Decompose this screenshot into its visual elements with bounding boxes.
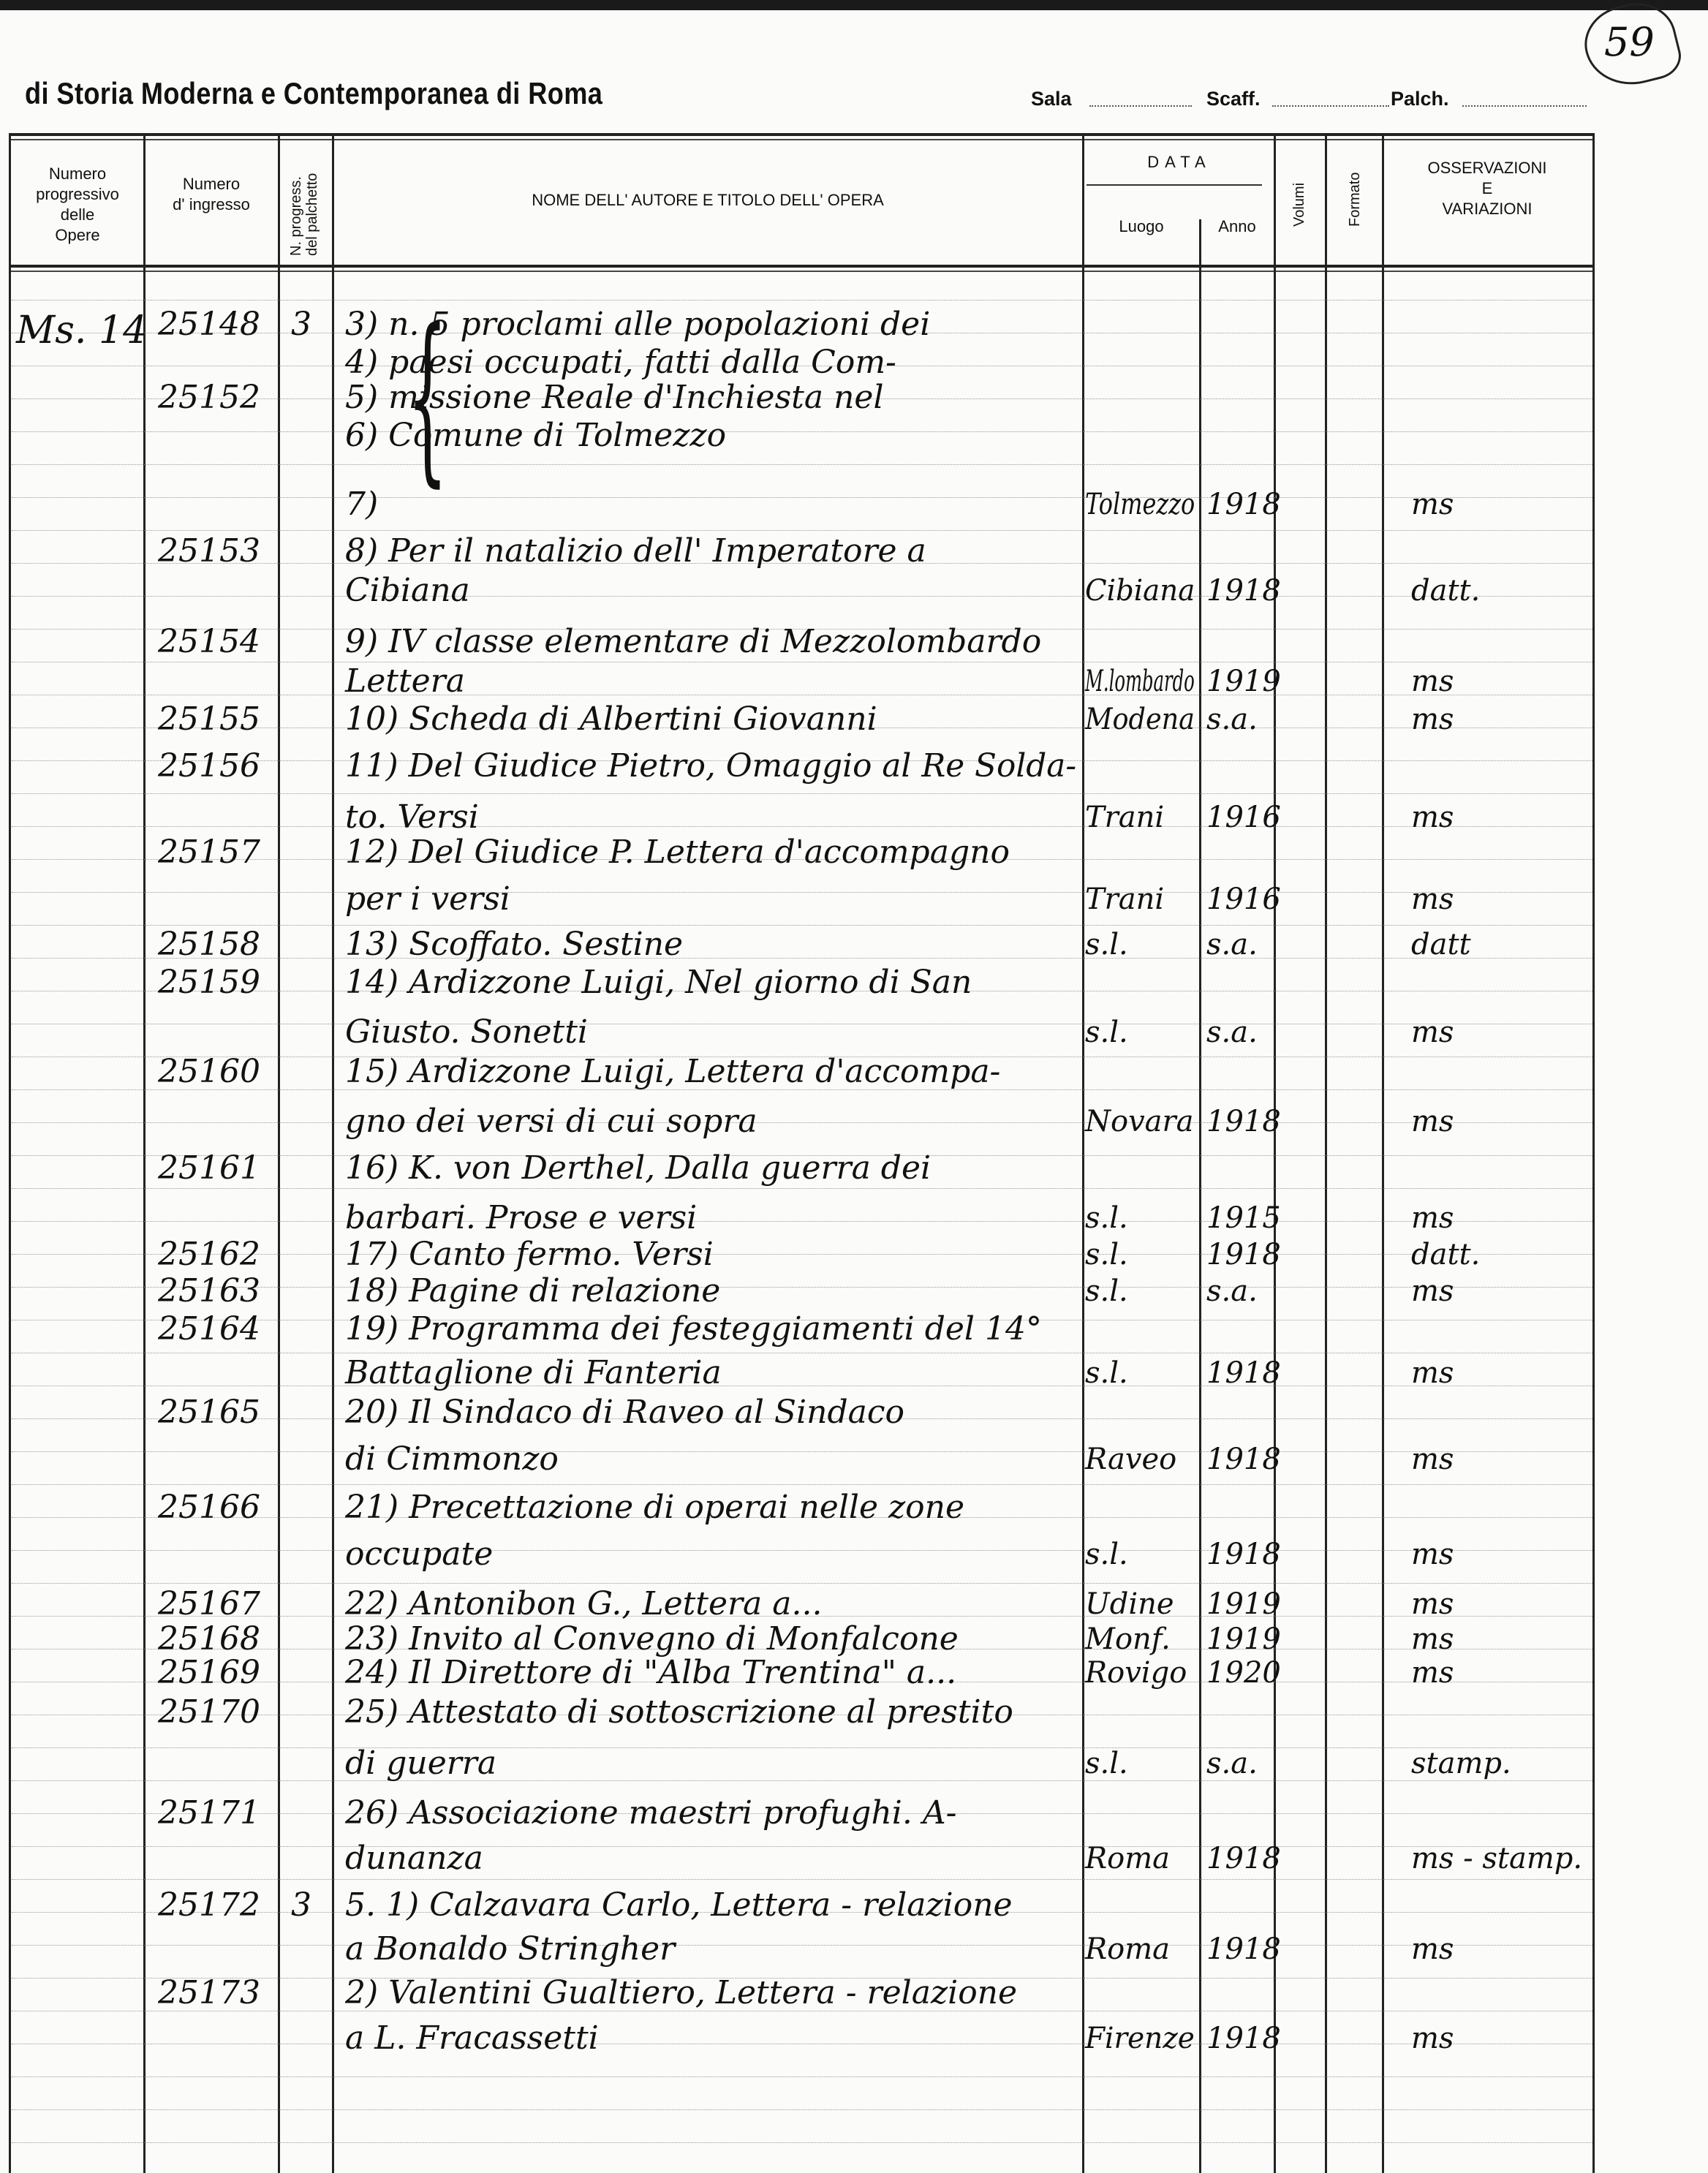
entry-title: per i versi	[345, 880, 510, 918]
entry-title: a L. Fracassetti	[345, 2019, 599, 2057]
entry-title: 25) Attestato di sottoscrizione al prestito	[345, 1693, 1013, 1731]
entry-ingresso-number: 25168	[158, 1620, 260, 1658]
entry-ingresso-number: 25171	[158, 1794, 260, 1832]
sala-label: Sala	[1031, 88, 1072, 110]
entry-anno: 1915	[1206, 1201, 1281, 1235]
ruled-line	[12, 2142, 1592, 2143]
col-border-4	[1082, 133, 1084, 2173]
entry-luogo: Roma	[1085, 1932, 1170, 1966]
entry-anno: s.a.	[1206, 1016, 1258, 1049]
ruled-line	[12, 826, 1592, 827]
entry-title: 5. 1) Calzavara Carlo, Lettera - relazione	[345, 1886, 1013, 1924]
entry-title: 11) Del Giudice Pietro, Omaggio al Re Solda-	[345, 747, 1077, 785]
entry-osservazioni: datt	[1411, 928, 1471, 961]
header-nome-autore: NOME DELL' AUTORE E TITOLO DELL' OPERA	[532, 191, 884, 209]
header-numero-progressivo: Numero progressivo delle Opere	[36, 165, 119, 244]
ruled-line	[12, 464, 1592, 465]
entry-luogo: M.lombardo	[1085, 665, 1195, 698]
entry-title: 22) Antonibon G., Lettera a...	[345, 1585, 823, 1622]
ruled-line	[12, 530, 1592, 531]
entry-ingresso-number: 25156	[158, 747, 260, 785]
col-border-3	[332, 133, 334, 2173]
entry-luogo: Roma	[1085, 1842, 1170, 1875]
col-border-2	[278, 133, 280, 2173]
institution-title: di Storia Moderna e Contemporanea di Roma	[25, 76, 603, 110]
entry-title: 9) IV classe elementare di Mezzolombardo	[345, 623, 1042, 660]
entry-title: 17) Canto fermo. Versi	[345, 1236, 714, 1273]
ruled-line	[12, 793, 1592, 794]
entry-luogo: s.l.	[1085, 1274, 1128, 1308]
ruled-line	[12, 1747, 1592, 1748]
entry-title: barbari. Prose e versi	[345, 1199, 698, 1236]
entry-title: 2) Valentini Gualtiero, Lettera - relazione	[345, 1974, 1018, 2011]
ruled-line	[12, 1879, 1592, 1880]
entry-title: 26) Associazione maestri profughi. A-	[345, 1794, 957, 1832]
entry-title: Giusto. Sonetti	[345, 1013, 588, 1051]
entry-osservazioni: stamp.	[1411, 1747, 1511, 1780]
entry-ingresso-number: 25166	[158, 1489, 260, 1526]
entry-osservazioni: datt.	[1411, 1238, 1481, 1271]
entry-luogo: Monf.	[1085, 1622, 1171, 1656]
entry-ingresso-number: 25165	[158, 1394, 260, 1431]
entry-luogo: s.l.	[1085, 1538, 1128, 1571]
col-border-left	[9, 133, 11, 2173]
entry-osservazioni: ms	[1411, 883, 1454, 916]
sala-dotline	[1089, 105, 1192, 107]
entry-ingresso-number: 25173	[158, 1974, 260, 2011]
entry-ingresso-number: 25162	[158, 1236, 260, 1273]
entry-luogo: s.l.	[1085, 928, 1128, 961]
entry-ingresso-number: 25158	[158, 926, 260, 963]
entry-ingresso-number: 25152	[158, 379, 260, 416]
table-header-rule	[9, 265, 1592, 268]
entry-luogo: Trani	[1085, 883, 1165, 916]
entry-osservazioni: ms	[1411, 488, 1454, 521]
ruled-line	[12, 431, 1592, 432]
entry-title: Cibiana	[345, 572, 470, 609]
entry-anno: 1918	[1206, 1842, 1281, 1875]
entry-title: 5) missione Reale d'Inchiesta nel	[345, 379, 884, 416]
col-border-right	[1592, 133, 1595, 2173]
entry-ingresso-number: 25169	[158, 1654, 260, 1691]
entry-anno: 1919	[1206, 1587, 1281, 1621]
entry-ingresso-number: 25167	[158, 1585, 260, 1622]
entry-title: 13) Scoffato. Sestine	[345, 926, 684, 963]
table-top-rule	[9, 133, 1592, 136]
header-formato: Formato	[1347, 172, 1363, 227]
entry-luogo: s.l.	[1085, 1356, 1128, 1390]
entry-title: 3) n. 5 proclami alle popolazioni dei	[345, 306, 931, 343]
entry-ingresso-number: 25157	[158, 834, 260, 871]
entry-anno: 1918	[1206, 2022, 1281, 2055]
entry-title: 12) Del Giudice P. Lettera d'accompagno	[345, 834, 1010, 871]
ruled-line	[12, 2109, 1592, 2110]
palch-dotline	[1462, 105, 1587, 107]
header-volumi: Volumi	[1291, 182, 1307, 227]
data-subrule	[1087, 184, 1262, 186]
collocation-mark: Ms. 14	[16, 309, 148, 352]
ruled-line	[12, 596, 1592, 597]
entry-anno: 1918	[1206, 1238, 1281, 1271]
entry-anno: s.a.	[1206, 1747, 1258, 1780]
ruled-line	[12, 1221, 1592, 1222]
entry-osservazioni: ms	[1411, 1105, 1454, 1138]
entry-osservazioni: ms	[1411, 1356, 1454, 1390]
entry-ingresso-number: 25148	[158, 306, 260, 343]
entry-title: 10) Scheda di Albertini Giovanni	[345, 700, 877, 738]
ruled-line	[12, 1484, 1592, 1485]
col-border-6	[1325, 133, 1327, 2173]
ruled-line	[12, 1945, 1592, 1946]
entry-ingresso-number: 25160	[158, 1053, 260, 1090]
entry-title: 18) Pagine di relazione	[345, 1272, 721, 1310]
entry-anno: 1919	[1206, 1622, 1281, 1656]
entry-palchetto-number: 3	[291, 1886, 311, 1924]
entry-luogo: Firenze	[1085, 2022, 1195, 2055]
page-number: 59	[1604, 19, 1655, 65]
entry-title: 7)	[345, 485, 379, 523]
header-data: DATA	[1147, 153, 1212, 171]
entry-title: a Bonaldo Stringher	[345, 1930, 676, 1968]
entry-anno: 1919	[1206, 665, 1281, 698]
entry-ingresso-number: 25163	[158, 1272, 260, 1310]
entry-ingresso-number: 25170	[158, 1693, 260, 1731]
entry-ingresso-number: 25159	[158, 964, 260, 1001]
entry-title: occupate	[345, 1535, 494, 1573]
header-osservazioni: OSSERVAZIONI E VARIAZIONI	[1427, 159, 1547, 218]
header-luogo: Luogo	[1119, 217, 1164, 235]
entry-osservazioni: ms	[1411, 1656, 1454, 1690]
entry-luogo: Raveo	[1085, 1443, 1177, 1476]
col-border-1	[143, 133, 146, 2173]
entry-anno: 1918	[1206, 1538, 1281, 1571]
entry-ingresso-number: 25154	[158, 623, 260, 660]
ruled-line	[12, 1846, 1592, 1847]
entry-title: 16) K. von Derthel, Dalla guerra dei	[345, 1149, 932, 1187]
entry-ingresso-number: 25164	[158, 1310, 260, 1348]
entry-title: 15) Ardizzone Luigi, Lettera d'accompa-	[345, 1053, 1001, 1090]
entry-title: dunanza	[345, 1840, 483, 1877]
entry-osservazioni: ms	[1411, 665, 1454, 698]
entry-osservazioni: datt.	[1411, 574, 1481, 608]
table-header-rule-thin	[9, 271, 1592, 272]
entry-title: to. Versi	[345, 798, 479, 836]
entry-title: 19) Programma dei festeggiamenti del 14°	[345, 1310, 1042, 1348]
entry-palchetto-number: 3	[291, 306, 311, 343]
entry-title: Lettera	[345, 662, 465, 700]
entry-osservazioni: ms	[1411, 1622, 1454, 1656]
entry-title: 21) Precettazione di operai nelle zone	[345, 1489, 965, 1526]
col-border-7	[1382, 133, 1384, 2173]
entry-luogo: Trani	[1085, 801, 1165, 834]
entry-luogo: s.l.	[1085, 1016, 1128, 1049]
entry-title: 23) Invito al Convegno di Monfalcone	[345, 1620, 959, 1658]
table-top-rule-thin	[9, 139, 1592, 140]
entry-osservazioni: ms	[1411, 1538, 1454, 1571]
entry-anno: 1918	[1206, 574, 1281, 608]
entry-title: 8) Per il natalizio dell' Imperatore a	[345, 532, 926, 570]
ruled-line	[12, 1188, 1592, 1189]
palch-label: Palch.	[1391, 88, 1449, 110]
ruled-line	[12, 1583, 1592, 1584]
entry-title: 14) Ardizzone Luigi, Nel giorno di San	[345, 964, 972, 1001]
ruled-line	[12, 1122, 1592, 1123]
entry-title: 4) paesi occupati, fatti dalla Com-	[345, 344, 896, 381]
entry-luogo: Tolmezzo	[1085, 488, 1195, 521]
entry-ingresso-number: 25155	[158, 700, 260, 738]
entry-luogo: Novara	[1085, 1105, 1194, 1138]
entry-title: Battaglione di Fanteria	[345, 1354, 722, 1391]
grouping-brace: {	[407, 290, 448, 503]
entry-anno: 1920	[1206, 1656, 1281, 1690]
entry-anno: 1918	[1206, 1105, 1281, 1138]
entry-anno: 1918	[1206, 488, 1281, 521]
scan-top-edge	[0, 0, 1708, 10]
entry-osservazioni: ms	[1411, 2022, 1454, 2055]
entry-anno: s.a.	[1206, 703, 1258, 736]
header-numero-ingresso: Numero d' ingresso	[173, 175, 250, 213]
entry-ingresso-number: 25153	[158, 532, 260, 570]
entry-anno: 1918	[1206, 1932, 1281, 1966]
entry-osservazioni: ms - stamp.	[1411, 1842, 1583, 1875]
ruled-line	[12, 892, 1592, 893]
header-progressivo-palchetto: N. progress. del palchetto	[288, 173, 320, 256]
entry-title: di Cimmonzo	[345, 1440, 559, 1478]
entry-anno: 1916	[1206, 801, 1281, 834]
entry-osservazioni: ms	[1411, 1443, 1454, 1476]
entry-osservazioni: ms	[1411, 1201, 1454, 1235]
entry-title: 24) Il Direttore di "Alba Trentina" a...	[345, 1654, 957, 1691]
entry-anno: 1916	[1206, 883, 1281, 916]
header-anno: Anno	[1218, 217, 1256, 235]
ruled-line	[12, 1780, 1592, 1781]
ruled-line	[12, 497, 1592, 498]
entry-luogo: s.l.	[1085, 1747, 1128, 1780]
col-border-luogo	[1199, 219, 1201, 2173]
entry-anno: 1918	[1206, 1356, 1281, 1390]
entry-luogo: Cibiana	[1085, 574, 1195, 608]
scaff-dotline	[1272, 105, 1389, 107]
entry-luogo: s.l.	[1085, 1201, 1128, 1235]
entry-title: 6) Comune di Tolmezzo	[345, 417, 727, 454]
entry-anno: 1918	[1206, 1443, 1281, 1476]
entry-luogo: Modena	[1085, 703, 1195, 736]
entry-osservazioni: ms	[1411, 1587, 1454, 1621]
scaff-label: Scaff.	[1206, 88, 1261, 110]
entry-osservazioni: ms	[1411, 1274, 1454, 1308]
ruled-line	[12, 1550, 1592, 1551]
entry-title: gno dei versi di cui sopra	[345, 1103, 757, 1140]
entry-osservazioni: ms	[1411, 703, 1454, 736]
entry-luogo: s.l.	[1085, 1238, 1128, 1271]
entry-anno: s.a.	[1206, 928, 1258, 961]
entry-title: 20) Il Sindaco di Raveo al Sindaco	[345, 1394, 904, 1431]
entry-luogo: Udine	[1085, 1587, 1174, 1621]
ruled-line	[12, 2076, 1592, 2077]
entry-ingresso-number: 25172	[158, 1886, 260, 1924]
ruled-line	[12, 1451, 1592, 1452]
entry-osservazioni: ms	[1411, 1932, 1454, 1966]
entry-osservazioni: ms	[1411, 1016, 1454, 1049]
ruled-line	[12, 300, 1592, 301]
entry-osservazioni: ms	[1411, 801, 1454, 834]
entry-anno: s.a.	[1206, 1274, 1258, 1308]
entry-ingresso-number: 25161	[158, 1149, 260, 1187]
entry-luogo: Rovigo	[1085, 1656, 1187, 1690]
entry-title: di guerra	[345, 1745, 497, 1782]
